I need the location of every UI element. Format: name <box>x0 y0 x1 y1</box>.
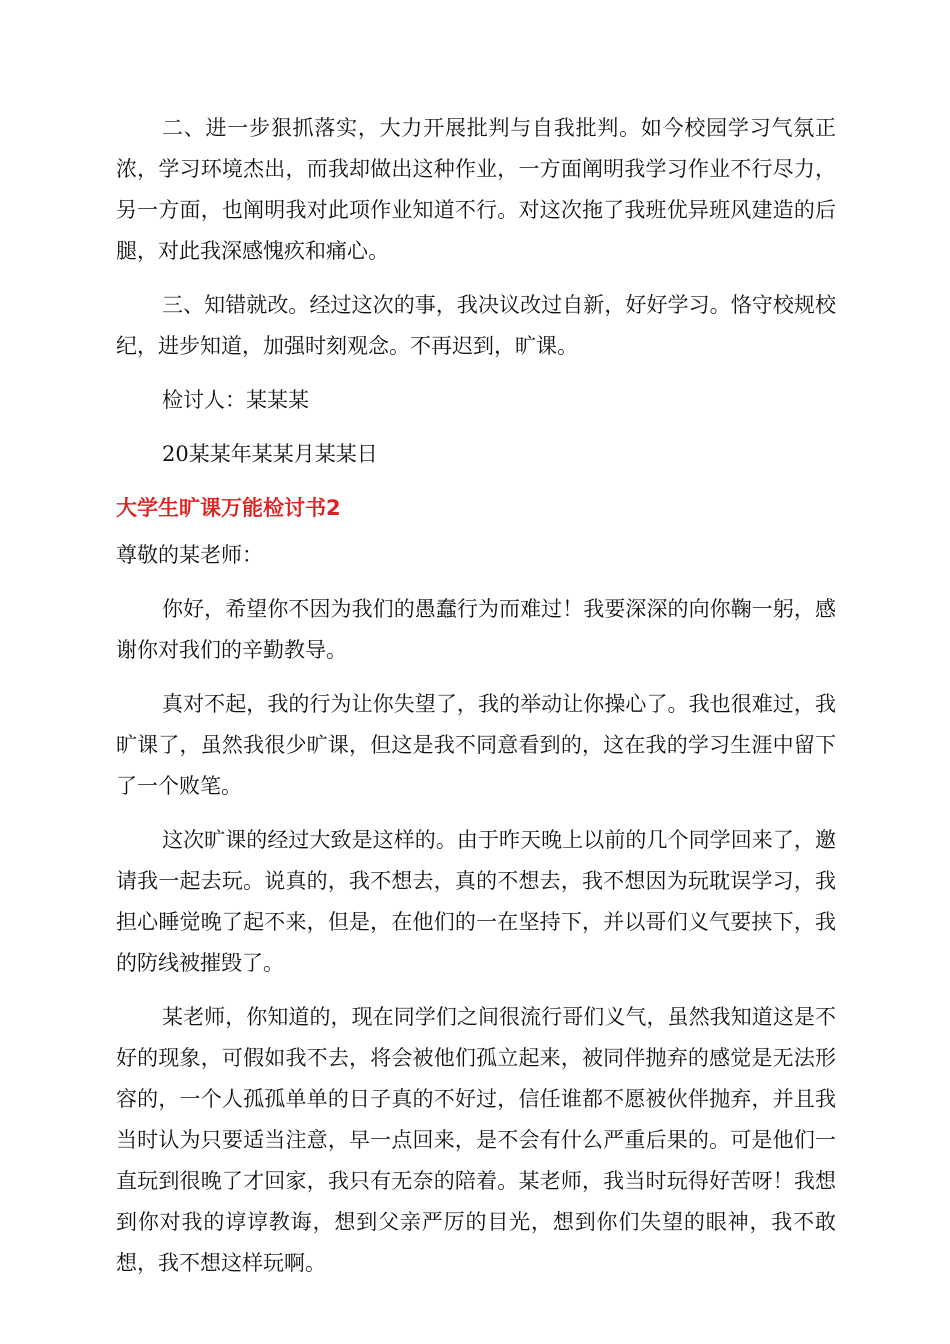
paragraph-point-three: 三、知错就改。经过这次的事，我决议改过自新，好好学习。恪守校规校纪，进步知道，加强时刻观念。不再迟到，旷课。 <box>116 293 836 358</box>
body-paragraph: 你好，希望你不因为我们的愚蠢行为而难过！我要深深的向你鞠一躬，感谢你对我们的辛勤教导。 <box>116 597 836 662</box>
date-line: 20某某年某某月某某日 <box>162 442 378 466</box>
salutation: 尊敬的某老师： <box>116 543 263 567</box>
signer-line: 检讨人：某某某 <box>162 388 309 412</box>
section-heading: 大学生旷课万能检讨书2 <box>116 496 341 520</box>
document-body <box>116 108 836 1297</box>
paragraph-point-two: 二、进一步狠抓落实，大力开展批判与自我批判。如今校园学习气氛正浓，学习环境杰出，而我却做出这种作业，一方面阐明我学习作业不行尽力，另一方面，也阐明我对此项作业知道不行。对这次拖了我班优异班风建造的后腿，对此我深感愧疚和痛心。 <box>116 116 836 263</box>
body-paragraph: 某老师，你知道的，现在同学们之间很流行哥们义气，虽然我知道这是不好的现象，可假如我不去，将会被他们孤立起来，被同伴抛弃的感觉是无法形容的，一个人孤孤单单的日子真的不好过，信任谁都不愿被伙伴抛弃，并且我当时认为只要适当注意，早一点回来，是不会有什么严重后果的。可是他们一直玩到很晚了才回家，我只有无奈的陪着。某老师，我当时玩得好苦呀！我想到你对我的谆谆教诲，想到父亲严厉的目光，想到你们失望的眼神，我不敢想，我不想这样玩啊。 <box>116 1005 836 1275</box>
body-paragraph: 真对不起，我的行为让你失望了，我的举动让你操心了。我也很难过，我旷课了，虽然我很少旷课，但这是我不同意看到的，这在我的学习生涯中留下了一个败笔。 <box>116 692 836 798</box>
body-paragraph: 这次旷课的经过大致是这样的。由于昨天晚上以前的几个同学回来了，邀请我一起去玩。说真的，我不想去，真的不想去，我不想因为玩耽误学习，我担心睡觉晚了起不来，但是，在他们的一在坚持下，并以哥们义气要挟下，我的防线被摧毁了。 <box>116 828 836 975</box>
